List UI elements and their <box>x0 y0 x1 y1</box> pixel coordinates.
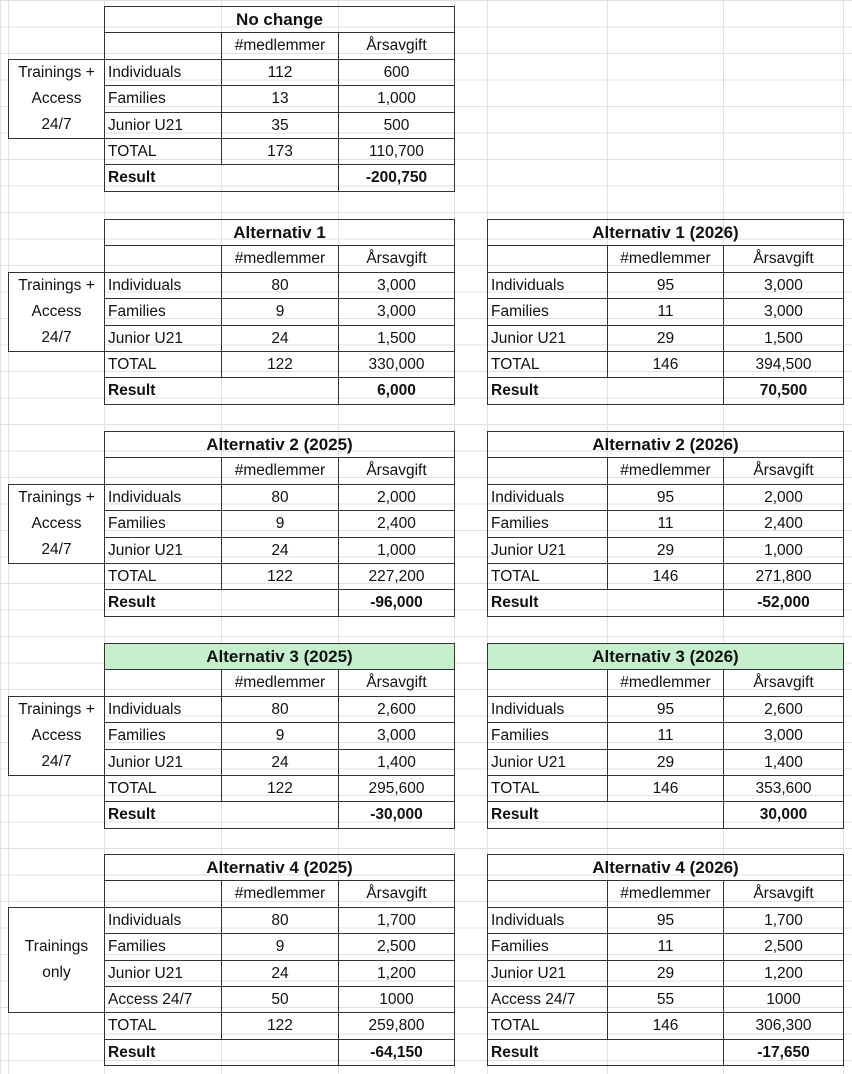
annual-fee[interactable]: 1,700 <box>338 907 455 934</box>
row-label[interactable]: Individuals <box>487 907 608 934</box>
row-label[interactable]: Individuals <box>104 484 222 511</box>
plan-group-line: 24/7 <box>41 540 72 558</box>
member-count[interactable]: 11 <box>607 510 724 537</box>
table-title[interactable]: Alternativ 2 (2026) <box>487 431 844 458</box>
row-label[interactable]: Individuals <box>104 696 222 723</box>
annual-fee[interactable]: 500 <box>338 112 455 139</box>
total-fee[interactable]: 110,700 <box>338 138 455 165</box>
total-label[interactable]: TOTAL <box>104 351 222 378</box>
plan-group-label[interactable] <box>8 484 104 564</box>
member-count[interactable]: 95 <box>607 484 724 511</box>
member-count[interactable]: 29 <box>607 325 724 352</box>
annual-fee[interactable]: 1,500 <box>723 325 844 352</box>
row-label[interactable]: Families <box>104 298 222 325</box>
total-label[interactable]: TOTAL <box>487 775 608 802</box>
row-label[interactable]: Access 24/7 <box>487 986 608 1013</box>
table-title[interactable]: Alternativ 4 (2025) <box>104 854 455 881</box>
total-label[interactable]: TOTAL <box>104 1012 222 1039</box>
total-label[interactable]: TOTAL <box>487 563 608 590</box>
total-count[interactable]: 146 <box>607 351 724 378</box>
annual-fee-header[interactable]: Årsavgift <box>338 32 455 59</box>
result-label[interactable]: Result <box>104 377 339 404</box>
total-fee[interactable]: 295,600 <box>338 775 455 802</box>
header-blank-cell[interactable] <box>104 669 222 696</box>
annual-fee-header[interactable]: Årsavgift <box>338 880 455 907</box>
result-label[interactable]: Result <box>104 1039 339 1066</box>
row-label[interactable]: Individuals <box>487 272 608 299</box>
row-label[interactable]: Junior U21 <box>487 537 608 564</box>
annual-fee[interactable]: 2,400 <box>338 510 455 537</box>
result-value[interactable]: -52,000 <box>723 589 844 616</box>
row-label[interactable]: Junior U21 <box>487 325 608 352</box>
total-fee[interactable]: 353,600 <box>723 775 844 802</box>
total-count[interactable]: 173 <box>221 138 339 165</box>
row-label[interactable]: Junior U21 <box>104 325 222 352</box>
member-count[interactable]: 29 <box>607 749 724 776</box>
plan-group-line: 24/7 <box>41 328 72 346</box>
plan-group-line: Access <box>31 726 82 744</box>
annual-fee[interactable]: 2,500 <box>723 933 844 960</box>
member-count[interactable]: 112 <box>221 59 339 86</box>
total-count[interactable]: 122 <box>221 775 339 802</box>
annual-fee[interactable]: 1,200 <box>723 960 844 987</box>
annual-fee[interactable]: 1000 <box>338 986 455 1013</box>
plan-group-line: Trainings <box>24 938 89 956</box>
total-count[interactable]: 122 <box>221 1012 339 1039</box>
table-title[interactable]: Alternativ 2 (2025) <box>104 431 455 458</box>
result-label[interactable]: Result <box>487 1039 724 1066</box>
annual-fee[interactable]: 1,500 <box>338 325 455 352</box>
row-label[interactable]: Individuals <box>104 59 222 86</box>
row-label[interactable]: Junior U21 <box>104 112 222 139</box>
member-count[interactable]: 55 <box>607 986 724 1013</box>
row-label[interactable]: Families <box>487 722 608 749</box>
annual-fee[interactable]: 1,700 <box>723 907 844 934</box>
result-value[interactable]: -64,150 <box>338 1039 455 1066</box>
annual-fee[interactable]: 1,400 <box>723 749 844 776</box>
plan-group-line: Trainings + <box>18 488 95 506</box>
plan-group-label[interactable] <box>8 907 104 1014</box>
total-count[interactable]: 122 <box>221 351 339 378</box>
members-header[interactable]: #medlemmer <box>607 245 724 272</box>
annual-fee[interactable]: 3,000 <box>723 722 844 749</box>
result-label[interactable]: Result <box>487 377 724 404</box>
header-blank-cell[interactable] <box>487 669 608 696</box>
members-header[interactable]: #medlemmer <box>607 880 724 907</box>
member-count[interactable]: 24 <box>221 537 339 564</box>
member-count[interactable]: 9 <box>221 933 339 960</box>
table-title[interactable]: Alternativ 1 <box>104 219 455 246</box>
result-value[interactable]: 70,500 <box>723 377 844 404</box>
plan-group-label[interactable] <box>8 696 104 776</box>
members-header[interactable]: #medlemmer <box>221 880 339 907</box>
annual-fee[interactable]: 3,000 <box>723 298 844 325</box>
row-label[interactable]: Individuals <box>104 907 222 934</box>
annual-fee[interactable]: 3,000 <box>338 298 455 325</box>
member-count[interactable]: 24 <box>221 325 339 352</box>
row-label[interactable]: Families <box>104 85 222 112</box>
result-label[interactable]: Result <box>104 801 339 828</box>
members-header[interactable]: #medlemmer <box>607 669 724 696</box>
total-fee[interactable]: 306,300 <box>723 1012 844 1039</box>
table-title[interactable]: Alternativ 1 (2026) <box>487 219 844 246</box>
table-title[interactable]: Alternativ 3 (2025) <box>104 643 455 670</box>
member-count[interactable]: 24 <box>221 749 339 776</box>
annual-fee[interactable]: 1,000 <box>723 537 844 564</box>
row-label[interactable]: Families <box>487 933 608 960</box>
member-count[interactable]: 9 <box>221 722 339 749</box>
plan-group-line: Trainings + <box>18 276 95 294</box>
table-title[interactable]: Alternativ 3 (2026) <box>487 643 844 670</box>
plan-group-line: Access <box>31 89 82 107</box>
row-label[interactable]: Junior U21 <box>104 749 222 776</box>
plan-group-line: Trainings + <box>18 63 95 81</box>
annual-fee[interactable]: 2,600 <box>338 696 455 723</box>
total-label[interactable]: TOTAL <box>104 775 222 802</box>
member-count[interactable]: 9 <box>221 510 339 537</box>
annual-fee-header[interactable]: Årsavgift <box>723 669 844 696</box>
member-count[interactable]: 95 <box>607 907 724 934</box>
plan-group-label[interactable] <box>8 59 104 139</box>
row-label[interactable]: Families <box>104 510 222 537</box>
header-blank-cell[interactable] <box>487 880 608 907</box>
row-label[interactable]: Junior U21 <box>104 537 222 564</box>
plan-group-line: only <box>42 964 71 982</box>
result-value[interactable]: -30,000 <box>338 801 455 828</box>
annual-fee[interactable]: 2,000 <box>338 484 455 511</box>
member-count[interactable]: 80 <box>221 272 339 299</box>
annual-fee[interactable]: 600 <box>338 59 455 86</box>
member-count[interactable]: 95 <box>607 272 724 299</box>
member-count[interactable]: 80 <box>221 907 339 934</box>
annual-fee[interactable]: 3,000 <box>338 272 455 299</box>
plan-group-line: Access <box>31 302 82 320</box>
plan-group-line: 24/7 <box>41 115 72 133</box>
members-header[interactable]: #medlemmer <box>221 245 339 272</box>
row-label[interactable]: Individuals <box>104 272 222 299</box>
member-count[interactable]: 50 <box>221 986 339 1013</box>
total-label[interactable]: TOTAL <box>104 563 222 590</box>
member-count[interactable]: 9 <box>221 298 339 325</box>
member-count[interactable]: 24 <box>221 960 339 987</box>
result-label[interactable]: Result <box>487 589 724 616</box>
total-fee[interactable]: 259,800 <box>338 1012 455 1039</box>
plan-group-line: Access <box>31 514 82 532</box>
header-blank-cell[interactable] <box>104 32 222 59</box>
member-count[interactable]: 80 <box>221 696 339 723</box>
row-label[interactable]: Individuals <box>487 484 608 511</box>
row-label[interactable]: Junior U21 <box>487 749 608 776</box>
row-label[interactable]: Access 24/7 <box>104 986 222 1013</box>
total-fee[interactable]: 330,000 <box>338 351 455 378</box>
total-fee[interactable]: 227,200 <box>338 563 455 590</box>
result-value[interactable]: -200,750 <box>338 164 455 191</box>
result-label[interactable]: Result <box>104 164 339 191</box>
total-count[interactable]: 122 <box>221 563 339 590</box>
row-label[interactable]: Families <box>104 933 222 960</box>
plan-group-label[interactable] <box>8 272 104 352</box>
header-blank-cell[interactable] <box>104 880 222 907</box>
annual-fee[interactable]: 1,000 <box>338 85 455 112</box>
annual-fee[interactable]: 2,600 <box>723 696 844 723</box>
plan-group-line: Trainings + <box>18 700 95 718</box>
members-header[interactable]: #medlemmer <box>221 32 339 59</box>
row-label[interactable]: Families <box>104 722 222 749</box>
row-label[interactable]: Families <box>487 298 608 325</box>
result-value[interactable]: -96,000 <box>338 589 455 616</box>
header-blank-cell[interactable] <box>487 245 608 272</box>
member-count[interactable]: 11 <box>607 933 724 960</box>
members-header[interactable]: #medlemmer <box>221 457 339 484</box>
result-value[interactable]: -17,650 <box>723 1039 844 1066</box>
annual-fee[interactable]: 2,400 <box>723 510 844 537</box>
result-value[interactable]: 30,000 <box>723 801 844 828</box>
result-label[interactable]: Result <box>104 589 339 616</box>
row-label[interactable]: Families <box>487 510 608 537</box>
annual-fee-header[interactable]: Årsavgift <box>338 245 455 272</box>
member-count[interactable]: 29 <box>607 960 724 987</box>
annual-fee[interactable]: 1,000 <box>338 537 455 564</box>
members-header[interactable]: #medlemmer <box>607 457 724 484</box>
row-label[interactable]: Junior U21 <box>104 960 222 987</box>
annual-fee-header[interactable]: Årsavgift <box>723 457 844 484</box>
annual-fee[interactable]: 1,200 <box>338 960 455 987</box>
row-label[interactable]: Individuals <box>487 696 608 723</box>
annual-fee[interactable]: 2,000 <box>723 484 844 511</box>
total-count[interactable]: 146 <box>607 563 724 590</box>
row-label[interactable]: Junior U21 <box>487 960 608 987</box>
annual-fee[interactable]: 2,500 <box>338 933 455 960</box>
member-count[interactable]: 95 <box>607 696 724 723</box>
annual-fee[interactable]: 1,400 <box>338 749 455 776</box>
total-count[interactable]: 146 <box>607 1012 724 1039</box>
annual-fee-header[interactable]: Årsavgift <box>723 245 844 272</box>
table-title[interactable]: Alternativ 4 (2026) <box>487 854 844 881</box>
member-count[interactable]: 11 <box>607 298 724 325</box>
member-count[interactable]: 13 <box>221 85 339 112</box>
plan-group-line: 24/7 <box>41 752 72 770</box>
member-count[interactable]: 11 <box>607 722 724 749</box>
annual-fee-header[interactable]: Årsavgift <box>338 669 455 696</box>
total-count[interactable]: 146 <box>607 775 724 802</box>
annual-fee[interactable]: 1000 <box>723 986 844 1013</box>
table-title[interactable]: No change <box>104 6 455 33</box>
total-label[interactable]: TOTAL <box>487 351 608 378</box>
header-blank-cell[interactable] <box>104 457 222 484</box>
header-blank-cell[interactable] <box>104 245 222 272</box>
members-header[interactable]: #medlemmer <box>221 669 339 696</box>
total-fee[interactable]: 394,500 <box>723 351 844 378</box>
annual-fee[interactable]: 3,000 <box>723 272 844 299</box>
total-label[interactable]: TOTAL <box>487 1012 608 1039</box>
header-blank-cell[interactable] <box>487 457 608 484</box>
result-label[interactable]: Result <box>487 801 724 828</box>
total-fee[interactable]: 271,800 <box>723 563 844 590</box>
member-count[interactable]: 80 <box>221 484 339 511</box>
annual-fee-header[interactable]: Årsavgift <box>338 457 455 484</box>
member-count[interactable]: 29 <box>607 537 724 564</box>
annual-fee-header[interactable]: Årsavgift <box>723 880 844 907</box>
result-value[interactable]: 6,000 <box>338 377 455 404</box>
member-count[interactable]: 35 <box>221 112 339 139</box>
total-label[interactable]: TOTAL <box>104 138 222 165</box>
annual-fee[interactable]: 3,000 <box>338 722 455 749</box>
